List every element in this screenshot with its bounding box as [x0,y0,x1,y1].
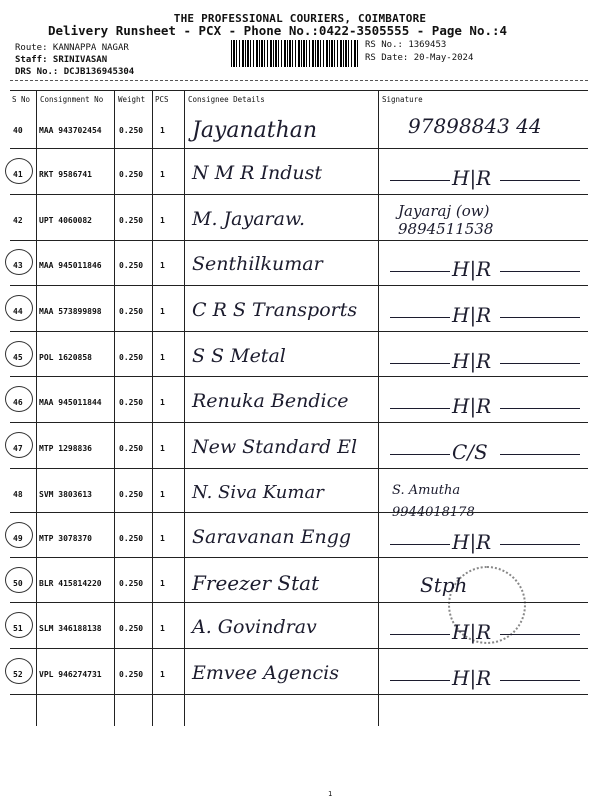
row-pcs: 1 [160,579,165,588]
row-consignment: MTP 3078370 [39,534,92,543]
row-sno: 50 [13,579,23,588]
row-pcs: 1 [160,444,165,453]
row-signature: S. Amutha 9944018178 [392,483,475,520]
route-label: Route: KANNAPPA NAGAR [15,43,129,53]
row-signature: 97898843 44 [408,114,542,138]
row-divider [10,694,588,695]
signature-dash [390,271,450,272]
row-weight: 0.250 [119,353,144,362]
row-signature: H|R [452,257,492,281]
row-signature: H|R [452,530,492,554]
rs-date: RS Date: 20-May-2024 [365,53,474,63]
row-consignee: A. Govindrav [192,616,317,638]
row-sno: 51 [13,624,23,633]
row-weight: 0.250 [119,261,144,270]
row-consignee: New Standard El [192,436,358,458]
row-pcs: 1 [160,126,165,135]
signature-dash [390,317,450,318]
row-sno: 44 [13,307,23,316]
row-pcs: 1 [160,534,165,543]
col-signature: Signature [382,95,423,104]
row-weight: 0.250 [119,398,144,407]
row-consignee: C R S Transports [192,299,358,321]
row-pcs: 1 [160,670,165,679]
row-consignment: MAA 573899898 [39,307,102,316]
row-sno: 48 [13,490,23,499]
row-weight: 0.250 [119,490,144,499]
row-pcs: 1 [160,170,165,179]
row-signature: H|R [452,394,492,418]
row-consignment: SLM 346188138 [39,624,102,633]
row-weight: 0.250 [119,170,144,179]
signature-dash [390,454,450,455]
signature-dash [500,544,580,545]
row-sno: 43 [13,261,23,270]
row-consignment: POL 1620858 [39,353,92,362]
signature-dash [500,271,580,272]
row-signature: H|R [452,349,492,373]
col-sno: S No [12,95,31,104]
row-signature: H|R [452,620,492,644]
row-sno: 40 [13,126,23,135]
row-sno: 41 [13,170,23,179]
col-weight: Weight [118,95,146,104]
col-consignee: Consignee Details [188,95,265,104]
signature-dash [390,634,450,635]
row-consignment: MAA 945011844 [39,398,102,407]
row-weight: 0.250 [119,579,144,588]
row-weight: 0.250 [119,624,144,633]
signature-dash [390,680,450,681]
row-signature: C/S [452,440,488,464]
signature-dash [500,363,580,364]
row-consignee: S S Metal [192,345,286,367]
row-sno: 47 [13,444,23,453]
row-consignment: MAA 943702454 [39,126,102,135]
signature-dash [500,454,580,455]
signature-dash [500,408,580,409]
row-consignment: SVM 3803613 [39,490,92,499]
row-consignee: N. Siva Kumar [192,482,324,503]
signature-dash [500,317,580,318]
row-signature: H|R [452,303,492,327]
row-weight: 0.250 [119,216,144,225]
col-pcs: PCS [155,95,169,104]
row-weight: 0.250 [119,670,144,679]
barcode [231,40,359,67]
staff-label: Staff: SRINIVASAN [15,55,108,65]
row-signature: H|R [452,666,492,690]
row-weight: 0.250 [119,534,144,543]
signature-dash [390,544,450,545]
row-pcs: 1 [160,307,165,316]
header-rule [10,80,588,81]
row-consignee: Saravanan Engg [192,526,352,548]
row-weight: 0.250 [119,307,144,316]
row-consignment: MAA 945011846 [39,261,102,270]
row-consignment: BLR 415814220 [39,579,102,588]
signature-dash [390,180,450,181]
row-consignment: UPT 4060082 [39,216,92,225]
company-title: THE PROFESSIONAL COURIERS, COIMBATORE [173,12,427,25]
signature-dash [500,634,580,635]
signature-dash [500,180,580,181]
rs-number: RS No.: 1369453 [365,40,447,50]
row-pcs: 1 [160,216,165,225]
row-consignment: RKT 9586741 [39,170,92,179]
row-consignment: MTP 1298836 [39,444,92,453]
row-sno: 45 [13,353,23,362]
signature-dash [500,680,580,681]
row-consignee: Renuka Bendice [192,390,349,412]
row-pcs: 1 [160,398,165,407]
row-pcs: 1 [160,490,165,499]
row-weight: 0.250 [119,126,144,135]
row-signature: H|R [452,166,492,190]
row-consignee: Freezer Stat [192,571,320,595]
row-consignee: Senthilkumar [192,253,323,275]
table-top-border [10,90,588,91]
row-consignee: N M R Indust [192,162,323,184]
row-consignee: Jayanathan [192,118,318,143]
page-mark: 1 [328,790,333,798]
row-weight: 0.250 [119,444,144,453]
table-row [10,331,588,376]
signature-dash [390,363,450,364]
row-consignee: Emvee Agencis [192,662,339,684]
row-signature: Jayaraj (ow) 9894511538 [398,202,494,238]
row-consignment: VPL 946274731 [39,670,102,679]
runsheet-subtitle: Delivery Runsheet - PCX - Phone No.:0422-3505555 - Page No.:4 [48,23,508,38]
row-pcs: 1 [160,353,165,362]
row-sno: 46 [13,398,23,407]
row-sno: 42 [13,216,23,225]
signature-dash [390,408,450,409]
row-sno: 52 [13,670,23,679]
row-pcs: 1 [160,261,165,270]
drs-number: DRS No.: DCJB136945304 [15,67,135,77]
row-consignee: M. Jayaraw. [192,208,305,230]
row-signature: Stph [420,573,468,597]
row-sno: 49 [13,534,23,543]
col-consignment: Consignment No [40,95,104,104]
row-pcs: 1 [160,624,165,633]
